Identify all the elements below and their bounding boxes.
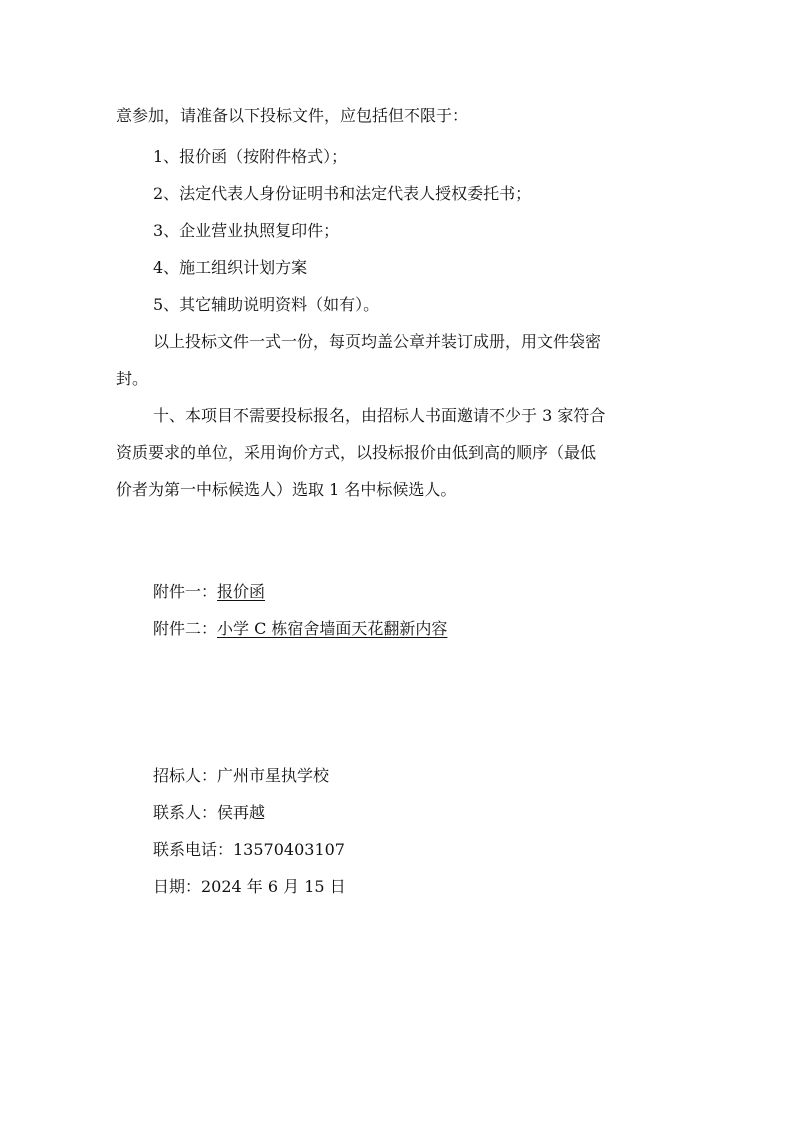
section-ten-line-1: 十、本项目不需要投标报名，由招标人书面邀请不少于 3 家符合	[153, 406, 606, 425]
phone-line: 联系电话：13570403107	[153, 840, 345, 859]
requirement-item-5: 5、其它辅助说明资料（如有）。	[153, 295, 380, 314]
requirement-item-4: 4、施工组织计划方案	[153, 258, 308, 277]
attachment-1	[153, 581, 265, 603]
section-ten-line-2: 资质要求的单位，采用询价方式，以投标报价由低到高的顺序（最低	[116, 443, 597, 462]
intro-line: 意参加，请准备以下投标文件，应包括但不限于：	[116, 106, 469, 125]
requirement-item-2: 2、法定代表人身份证明书和法定代表人授权委托书；	[153, 184, 532, 203]
attachment-2-link[interactable]: 小学 C 栋宿舍墙面天花翻新内容	[217, 619, 448, 638]
date-line: 日期：2024 年 6 月 15 日	[153, 877, 346, 896]
attachment-2-prefix: 附件二：	[153, 619, 218, 638]
section-ten-line-3: 价者为第一中标候选人）选取 1 名中标候选人。	[116, 480, 457, 499]
contact-line: 联系人：侯再越	[153, 803, 266, 822]
sealing-paragraph-line-2: 封。	[116, 369, 149, 388]
requirement-item-3: 3、企业营业执照复印件；	[153, 221, 340, 240]
sealing-paragraph-line-1: 以上投标文件一式一份，每页均盖公章并装订成册，用文件袋密	[153, 332, 602, 351]
requirement-item-1: 1、报价函（按附件格式）；	[153, 147, 348, 166]
attachment-1-prefix: 附件一：	[153, 582, 218, 601]
attachment-2	[153, 618, 447, 640]
tenderer-line: 招标人：广州市星执学校	[153, 766, 330, 785]
attachment-1-link[interactable]: 报价函	[217, 582, 266, 601]
